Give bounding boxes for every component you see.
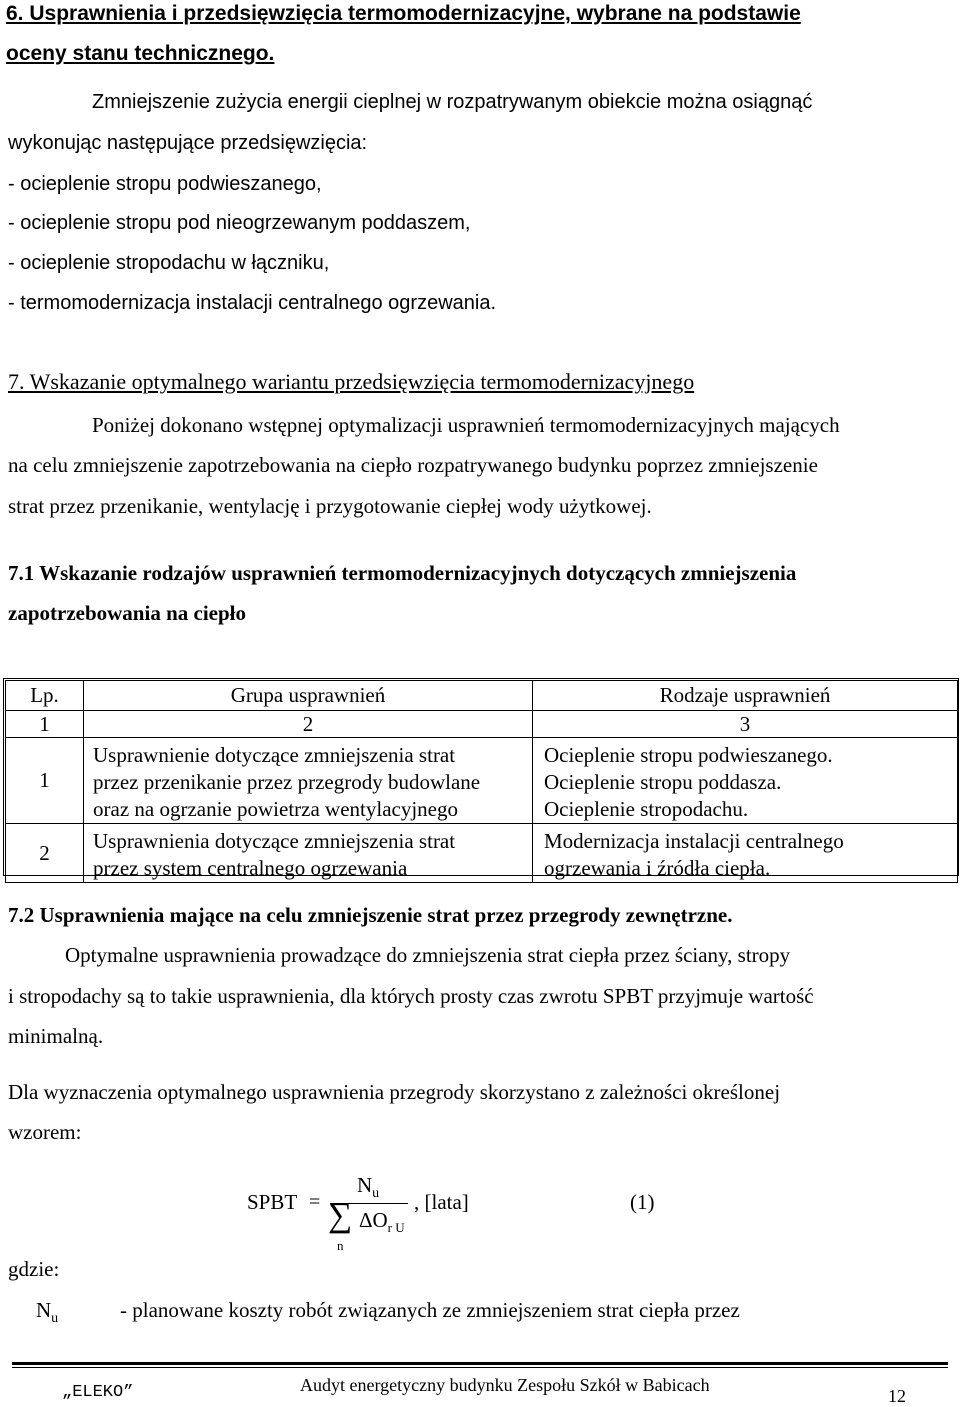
list-item: - ocieplenie stropu pod nieogrzewanym poddaszem, [8, 212, 471, 234]
table-column-number-row [6, 711, 958, 738]
table-cell-line: Ocieplenie stropu poddasza. [544, 770, 782, 794]
list-item: - ocieplenie stropodachu w łączniku, [8, 252, 330, 274]
where-symbol-sub: u [51, 1311, 59, 1327]
formula-numerator [357, 1173, 379, 1202]
table-cell-line: Ocieplenie stropodachu. [544, 797, 749, 821]
formula-equals: = [309, 1191, 321, 1213]
formula-delta-sub: r U [387, 1220, 405, 1236]
formula-delta-main: ΔO [359, 1208, 388, 1232]
formula-number: (1) [630, 1190, 655, 1214]
formula-lhs: SPBT [247, 1190, 298, 1214]
footer-company: „ELEKO” [62, 1383, 134, 1402]
list-item: - termomodernizacja instalacji centralnego ogrzewania. [8, 292, 497, 314]
formula-delta [359, 1208, 405, 1236]
table-header-cell: Rodzaje usprawnień [533, 681, 958, 711]
section-7-2-para-line: Optymalne usprawnienia prowadzące do zmniejszenia strat ciepła przez ściany, stropy [65, 943, 791, 967]
footer-title: Audyt energetyczny budynku Zespołu Szkół w Babicach [300, 1375, 710, 1395]
section-6-intro-line1: Zmniejszenie zużycia energii cieplnej w rozpatrywanym obiekcie można osiągnąć [92, 91, 813, 113]
improvements-table [5, 680, 958, 883]
section-7-para-line: na celu zmniejszenie zapotrzebowania na ciepło rozpatrywanego budynku poprzez zmniejszenie [8, 453, 818, 477]
sum-index: n [337, 1238, 344, 1253]
table-cell-group [84, 738, 533, 824]
table-row [6, 738, 958, 824]
table-cell-line: Usprawnienia dotyczące zmniejszenia strat [93, 829, 456, 853]
section-7-1-heading-line1: 7.1 Wskazanie rodzajów usprawnień termomodernizacyjnych dotyczących zmniejszenia [8, 561, 797, 585]
formula-unit: , [lata] [414, 1190, 469, 1214]
table-cell-line: ogrzewania i źródła ciepła. [544, 856, 771, 880]
table-cell-line: przez przenikanie przez przegrody budowlane [93, 770, 481, 794]
table-column-number: 3 [533, 711, 958, 738]
section-7-2-para-line: i stropodachy są to takie usprawnienia, dla których prosty czas zwrotu SPBT przyjmuje wartość [8, 984, 814, 1008]
table-column-number: 2 [84, 711, 533, 738]
table-cell-kinds [533, 824, 958, 883]
table-cell-line: oraz na ogrzanie powietrza wentylacyjnego [93, 797, 458, 821]
table-cell-line: Ocieplenie stropu podwieszanego. [544, 743, 833, 767]
table-header-cell: Lp. [6, 681, 84, 711]
section-7-para-line: strat przez przenikanie, wentylację i przygotowanie ciepłej wody użytkowej. [8, 494, 652, 518]
formula-numerator-sub: u [372, 1186, 380, 1202]
table-cell-line: przez system centralnego ogrzewania [93, 856, 408, 880]
where-description: - planowane koszty robót związanych ze zmniejszeniem strat ciepła przez [120, 1298, 740, 1322]
table-column-number: 1 [6, 711, 84, 738]
section-7-para-line: Poniżej dokonano wstępnej optymalizacji usprawnień termomodernizacyjnych mających [92, 413, 840, 437]
section-7-heading: 7. Wskazanie optymalnego wariantu przedsięwzięcia termomodernizacyjnego [8, 369, 695, 394]
list-item: - ocieplenie stropu podwieszanego, [8, 173, 322, 195]
section-7-2-para-line: minimalną. [8, 1024, 104, 1048]
table-cell-kinds [533, 738, 958, 824]
where-symbol [36, 1298, 58, 1327]
where-symbol-main: N [36, 1298, 52, 1322]
section-6-heading-line1: 6. Usprawnienia i przedsięwzięcia termomodernizacyjne, wybrane na podstawie [6, 2, 801, 25]
section-6-intro-line2: wykonując następujące przedsięwzięcia: [8, 132, 368, 154]
section-7-2-heading: 7.2 Usprawnienia mające na celu zmniejszenie strat przez przegrody zewnętrzne. [8, 903, 733, 927]
table-cell-lp: 1 [6, 738, 84, 824]
table-header-cell: Grupa usprawnień [84, 681, 533, 711]
table-header-row [6, 681, 958, 711]
where-label: gdzie: [8, 1257, 60, 1281]
formula-intro-line: Dla wyznaczenia optymalnego usprawnienia przegrody skorzystano z zależności określonej [8, 1080, 781, 1104]
page-number: 12 [888, 1386, 906, 1406]
table-row [6, 824, 958, 883]
table-cell-group [84, 824, 533, 883]
table-cell-line: Modernizacja instalacji centralnego [544, 829, 844, 853]
table-cell-lp: 2 [6, 824, 84, 883]
section-6-heading-line2: oceny stanu technicznego. [6, 42, 275, 65]
table-cell-line: Usprawnienie dotyczące zmniejszenia strat [93, 743, 456, 767]
section-7-1-heading-line2: zapotrzebowania na ciepło [8, 601, 246, 625]
formula-numerator-main: N [357, 1173, 373, 1197]
footer-rule-thick [12, 1362, 948, 1365]
formula-intro-line: wzorem: [8, 1120, 82, 1144]
footer-rule-thin [12, 1367, 948, 1368]
sum-symbol: ∑ [328, 1197, 353, 1234]
